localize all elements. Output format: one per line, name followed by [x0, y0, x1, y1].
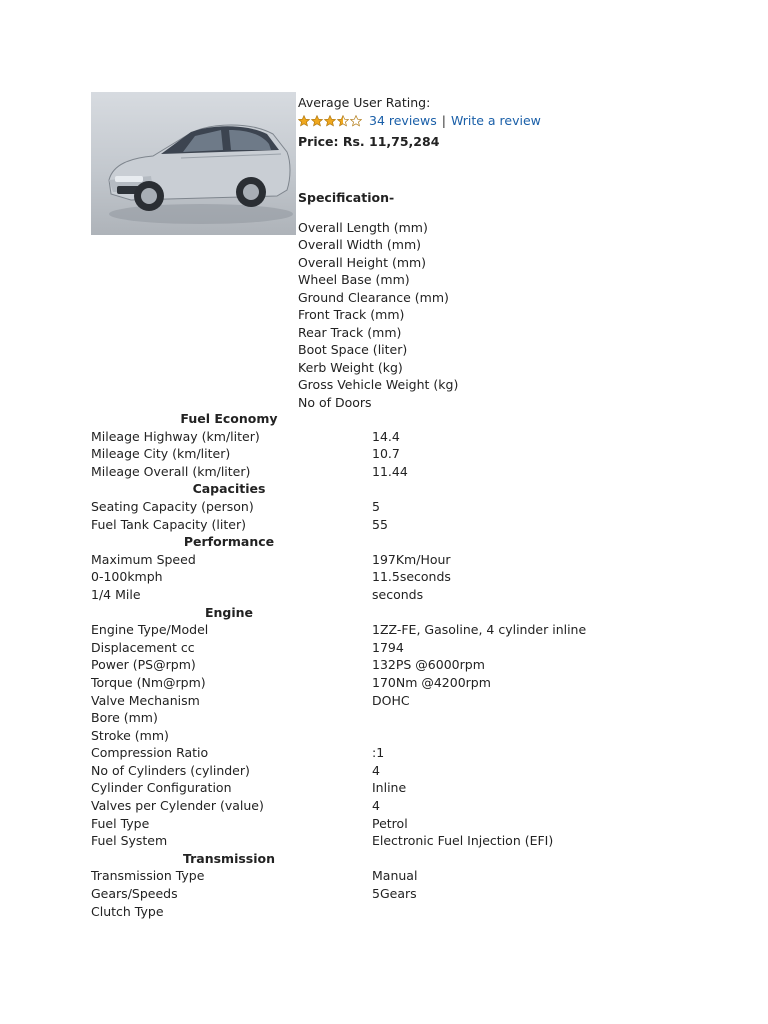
link-separator: |	[441, 113, 446, 128]
specification-title: Specification-	[298, 189, 395, 205]
table-row	[91, 815, 711, 833]
row-value: 5Gears	[372, 886, 417, 902]
row-value: Manual	[372, 868, 418, 884]
row-value: 11.5seconds	[372, 569, 451, 585]
table-row	[91, 885, 711, 903]
row-label: Clutch Type	[91, 903, 164, 919]
row-label: Mileage City (km/liter)	[91, 446, 231, 462]
star-icon	[350, 115, 362, 127]
star-icon	[337, 115, 349, 127]
section-heading: Fuel Economy	[180, 411, 278, 426]
row-value: 197Km/Hour	[372, 551, 451, 567]
row-label: No of Cylinders (cylinder)	[91, 762, 250, 778]
row-label: Mileage Highway (km/liter)	[91, 428, 260, 444]
section-heading: Performance	[183, 534, 275, 550]
row-label: Gears/Speeds	[91, 886, 178, 902]
car-illustration	[91, 92, 296, 235]
row-value: 11.44	[372, 463, 408, 479]
table-row	[91, 568, 711, 586]
table-row	[91, 797, 711, 815]
spec-item: No of Doors	[298, 394, 372, 410]
row-value: 55	[372, 516, 388, 532]
row-value: 4	[372, 762, 380, 778]
row-label: Power (PS@rpm)	[91, 657, 196, 673]
table-row	[91, 516, 711, 534]
table-row	[91, 463, 711, 481]
row-value: Petrol	[372, 815, 408, 831]
row-label: Compression Ratio	[91, 745, 209, 761]
star-icon	[298, 115, 310, 127]
section-heading: Transmission	[182, 850, 276, 866]
row-label: Bore (mm)	[91, 710, 158, 726]
row-value: Inline	[372, 780, 407, 796]
table-row	[91, 586, 711, 604]
table-row	[91, 428, 711, 446]
row-label: Valves per Cylender (value)	[91, 798, 264, 814]
spec-item: Wheel Base (mm)	[298, 272, 410, 287]
table-row	[91, 709, 711, 727]
row-value: DOHC	[372, 692, 410, 708]
rating-row	[298, 112, 738, 130]
row-label: 0-100kmph	[91, 569, 163, 585]
row-label: Maximum Speed	[91, 551, 196, 567]
row-label: 1/4 Mile	[91, 586, 141, 602]
row-label: Fuel Type	[91, 815, 150, 831]
rating-label: Average User Rating:	[298, 95, 431, 110]
row-value: 1ZZ-FE, Gasoline, 4 cylinder inline	[372, 622, 587, 638]
row-label: Cylinder Configuration	[91, 780, 232, 796]
row-value	[372, 727, 711, 745]
row-label: Fuel Tank Capacity (liter)	[91, 516, 246, 532]
row-value	[372, 709, 711, 727]
spec-item: Gross Vehicle Weight (kg)	[298, 377, 459, 392]
spec-item: Overall Height (mm)	[298, 254, 427, 270]
row-label: Fuel System	[91, 833, 168, 849]
spec-item: Kerb Weight (kg)	[298, 359, 403, 375]
table-row	[91, 762, 711, 780]
row-label: Engine Type/Model	[91, 622, 209, 638]
spec-item: Front Track (mm)	[298, 307, 405, 322]
row-label: Seating Capacity (person)	[91, 498, 254, 514]
section-heading: Capacities	[192, 481, 266, 497]
table-row	[91, 445, 711, 463]
star-icon	[324, 115, 336, 127]
table-row	[91, 779, 711, 797]
section-heading: Engine	[204, 604, 254, 620]
spec-item: Overall Width (mm)	[298, 237, 422, 252]
table-row	[91, 867, 711, 885]
reviews-link[interactable]: 34 reviews	[369, 113, 437, 128]
row-label: Stroke (mm)	[91, 727, 169, 743]
row-value	[372, 903, 711, 921]
row-value: Electronic Fuel Injection (EFI)	[372, 833, 554, 849]
row-value: 10.7	[372, 446, 400, 462]
table-row	[91, 727, 711, 745]
specification-table	[91, 410, 711, 920]
row-label: Valve Mechanism	[91, 692, 200, 708]
table-row	[91, 692, 711, 710]
table-row	[91, 621, 711, 639]
table-row	[91, 639, 711, 657]
table-row	[91, 656, 711, 674]
table-row	[91, 498, 711, 516]
row-value: :1	[372, 745, 385, 761]
row-label: Transmission Type	[91, 868, 205, 884]
price: Price: Rs. 11,75,284	[298, 133, 440, 149]
row-value: 4	[372, 798, 380, 814]
spec-item: Overall Length (mm)	[298, 219, 428, 235]
row-value: 5	[372, 498, 380, 514]
row-label: Torque (Nm@rpm)	[91, 674, 206, 690]
spec-item: Rear Track (mm)	[298, 324, 402, 340]
table-row	[91, 674, 711, 692]
summary-panel	[298, 94, 738, 411]
row-label: Displacement cc	[91, 639, 195, 655]
table-row	[91, 551, 711, 569]
row-value: 132PS @6000rpm	[372, 657, 485, 673]
row-value: seconds	[372, 586, 424, 602]
rating-stars	[298, 115, 363, 127]
specification-list	[298, 219, 738, 412]
row-label: Mileage Overall (km/liter)	[91, 463, 251, 479]
table-row	[91, 903, 711, 921]
star-icon	[311, 115, 323, 127]
car-image	[91, 92, 296, 235]
row-value: 170Nm @4200rpm	[372, 674, 491, 690]
row-value: 1794	[372, 639, 404, 655]
table-row	[91, 832, 711, 850]
spec-item: Boot Space (liter)	[298, 342, 408, 357]
table-row	[91, 744, 711, 762]
spec-item: Ground Clearance (mm)	[298, 289, 449, 305]
row-value: 14.4	[372, 428, 400, 444]
write-review-link[interactable]: Write a review	[450, 113, 541, 128]
